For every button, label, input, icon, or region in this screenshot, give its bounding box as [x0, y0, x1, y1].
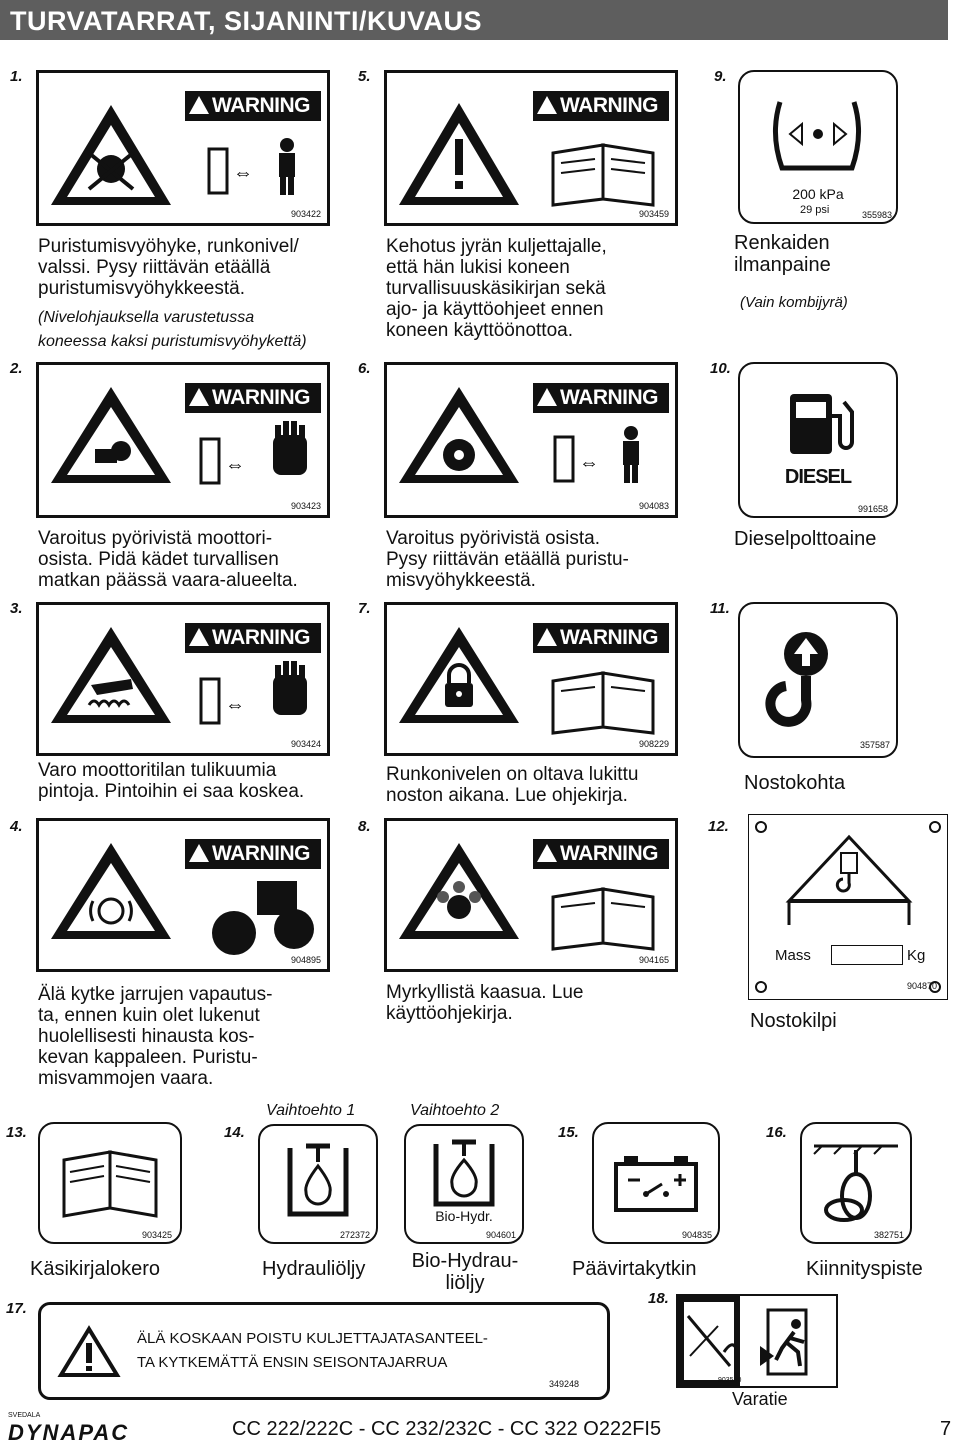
pressure-kpa: 200 kPa	[792, 186, 844, 202]
warning-bar: WARNING	[185, 839, 321, 869]
decal-number: 7.	[358, 600, 371, 617]
decal-description: Käsikirjalokero	[30, 1258, 161, 1280]
decal-number: 13.	[6, 1124, 27, 1141]
decal-code: 903590	[718, 1377, 742, 1384]
rotating-parts-icon	[387, 365, 675, 515]
decal-description: Bio-Hydrau- liöljy	[411, 1250, 519, 1294]
warning-bar: WARNING	[533, 623, 669, 653]
decal-number: 11.	[710, 600, 730, 617]
decal-code: 904835	[681, 1230, 712, 1240]
warning-decal-7	[384, 602, 678, 756]
toxic-gas-icon	[387, 821, 675, 969]
main-switch-decal	[592, 1122, 720, 1244]
warning-bar: WARNING	[185, 383, 321, 413]
decal-description: Renkaiden ilmanpaine	[734, 232, 831, 276]
option-2-label: Vaihtoehto 2	[410, 1102, 500, 1119]
hot-surface-icon	[39, 605, 327, 753]
decal-number: 12.	[708, 818, 729, 835]
bio-hydraulic-oil-decal	[404, 1124, 524, 1244]
decal-description: Kiinnityspiste	[806, 1258, 923, 1280]
decal-code: 904870	[906, 981, 937, 991]
decal-number: 3.	[10, 600, 23, 617]
decal-code: 904895	[290, 955, 321, 965]
decal-code: 908229	[638, 739, 669, 749]
decal-number: 5.	[358, 68, 371, 85]
page-number: 7	[940, 1418, 952, 1440]
decal-code: 382751	[873, 1230, 904, 1240]
hydraulic-oil-icon	[260, 1126, 376, 1242]
attachment-point-decal	[800, 1122, 912, 1244]
decal-description: Hydrauliöljy	[262, 1258, 366, 1280]
decal-code: 903425	[141, 1230, 172, 1240]
decal-number: 9.	[714, 68, 727, 85]
decal-description: Puristumisvyöhyke, runkonivel/ valssi. Pysy riittävän etäällä puristumisvyöhykkeestä.	[38, 236, 299, 299]
warning-bar: WARNING	[533, 839, 669, 869]
decal-note: (Vain kombijyrä)	[740, 294, 848, 311]
decal-number: 10.	[710, 360, 731, 377]
pressure-psi: 29 psi	[800, 204, 830, 216]
decal-code: 904601	[485, 1230, 516, 1240]
diesel-word: DIESEL	[784, 466, 852, 488]
decal-description: Varo moottoritilan tulikuumia pintoja. Pintoihin ei saa koskea.	[38, 760, 305, 802]
read-manual-icon	[387, 73, 675, 223]
fuel-pump-icon	[740, 364, 896, 516]
decal-code: 355983	[861, 210, 892, 220]
emergency-exit-icon	[678, 1296, 836, 1386]
decal-code: 903424	[290, 739, 321, 749]
decal-description: Nostokilpi	[750, 1010, 837, 1032]
brake-release-icon	[39, 821, 327, 969]
mass-label: Mass	[775, 947, 811, 964]
decal-description: Myrkyllistä kaasua. Lue käyttöohjekirja.	[386, 982, 584, 1024]
bio-hydr-label: Bio-Hydr.	[435, 1208, 493, 1224]
brand-logo: DYNAPAC	[8, 1420, 130, 1445]
warning-decal-5	[384, 70, 678, 226]
model-text: CC 222/222C - CC 232/232C - CC 322 O222FI5	[232, 1418, 662, 1440]
page-footer	[0, 1412, 960, 1445]
option-1-label: Vaihtoehto 1	[266, 1102, 356, 1119]
book-icon	[40, 1124, 180, 1242]
emergency-exit-decal	[676, 1294, 838, 1388]
warning-triangle-icon	[45, 1305, 125, 1397]
brand-small: SVEDALA	[8, 1412, 41, 1419]
lifting-point-decal	[738, 602, 898, 758]
decal-number: 4.	[10, 818, 23, 835]
warning-decal-4	[36, 818, 330, 972]
parking-brake-decal	[38, 1302, 610, 1400]
decal-description: Päävirtakytkin	[572, 1258, 697, 1280]
decal-number: 6.	[358, 360, 371, 377]
decal-number: 8.	[358, 818, 371, 835]
decal-description: Varatie	[732, 1389, 788, 1409]
decal-code: 349248	[549, 1379, 580, 1389]
decal-code: 272372	[339, 1230, 370, 1240]
mass-value-box	[831, 945, 903, 965]
decal-description: Runkonivelen on oltava lukittu noston aikana. Lue ohjekirja.	[386, 764, 639, 806]
warning-decal-3	[36, 602, 330, 756]
svg-text:⇔: ⇔	[233, 162, 253, 184]
decal-note: (Nivelohjauksella varustetussa koneessa kaksi puristumisvyöhykettä)	[38, 309, 307, 350]
lifting-plate-decal	[748, 814, 948, 1000]
warning-bar: WARNING	[533, 91, 669, 121]
warning-decal-6	[384, 362, 678, 518]
svg-text:⇔: ⇔	[225, 454, 245, 476]
decal-number: 14.	[224, 1124, 245, 1141]
decal-description: Varoitus pyörivistä osista. Pysy riittävän etäällä puristu- misvyöhykkeestä.	[386, 528, 629, 591]
decal-number: 15.	[558, 1124, 579, 1141]
decal-code: 991658	[857, 504, 888, 514]
decal-code: 904165	[638, 955, 669, 965]
decal-description: Kehotus jyrän kuljettajalle, että hän lukisi koneen turvallisuuskäsikirjan sekä ajo- ja käyttöohjeet ennen koneen käyttöönottoa.	[386, 236, 607, 341]
manual-compartment-decal	[38, 1122, 182, 1244]
decal-code: 903422	[290, 209, 321, 219]
bio-hydraulic-oil-icon	[406, 1126, 522, 1242]
fan-hazard-icon	[39, 365, 327, 515]
page-title: TURVATARRAT, SIJANINTI/KUVAUS	[10, 6, 483, 36]
decal-description: Älä kytke jarrujen vapautus- ta, ennen kuin olet lukenut huolellisesti hinausta kos- kevan kappaleen. Puristu- misvammojen vaara.	[38, 984, 273, 1089]
svg-text:⇔: ⇔	[225, 694, 245, 716]
crush-hazard-icon	[39, 73, 327, 223]
tyre-pressure-decal	[738, 70, 898, 224]
svg-text:⇔: ⇔	[579, 452, 599, 474]
decal-code: 904083	[638, 501, 669, 511]
decal-number: 18.	[648, 1290, 669, 1307]
warning-decal-8	[384, 818, 678, 972]
decal-description: Varoitus pyörivistä moottori- osista. Pidä kädet turvallisen matkan päässä vaara-alueelta.	[38, 528, 298, 591]
hydraulic-oil-decal	[258, 1124, 378, 1244]
decal-number: 2.	[10, 360, 23, 377]
decal-number: 1.	[10, 68, 23, 85]
battery-switch-icon	[594, 1124, 718, 1242]
warning-bar: WARNING	[533, 383, 669, 413]
warning-bar: WARNING	[185, 623, 321, 653]
lifting-hook-icon	[740, 604, 896, 756]
decal-description: Dieselpolttoaine	[734, 528, 877, 550]
decal-code: 903459	[638, 209, 669, 219]
decal-number: 17.	[6, 1300, 27, 1317]
decal-code: 357587	[859, 740, 890, 750]
lock-articulation-icon	[387, 605, 675, 753]
decal-description: ÄLÄ KOSKAAN POISTU KULJETTAJATASANTEEL- TA KYTKEMÄTTÄ ENSIN SEISONTAJARRUA	[137, 1330, 488, 1371]
lifting-plate-icon	[749, 815, 947, 999]
tie-down-icon	[802, 1124, 910, 1242]
decal-description: Nostokohta	[744, 772, 846, 794]
warning-bar: WARNING	[185, 91, 321, 121]
decal-number: 16.	[766, 1124, 787, 1141]
diesel-decal	[738, 362, 898, 518]
warning-decal-2	[36, 362, 330, 518]
decal-code: 903423	[290, 501, 321, 511]
warning-decal-1	[36, 70, 330, 226]
kg-label: Kg	[907, 947, 926, 964]
page-header	[0, 0, 948, 40]
